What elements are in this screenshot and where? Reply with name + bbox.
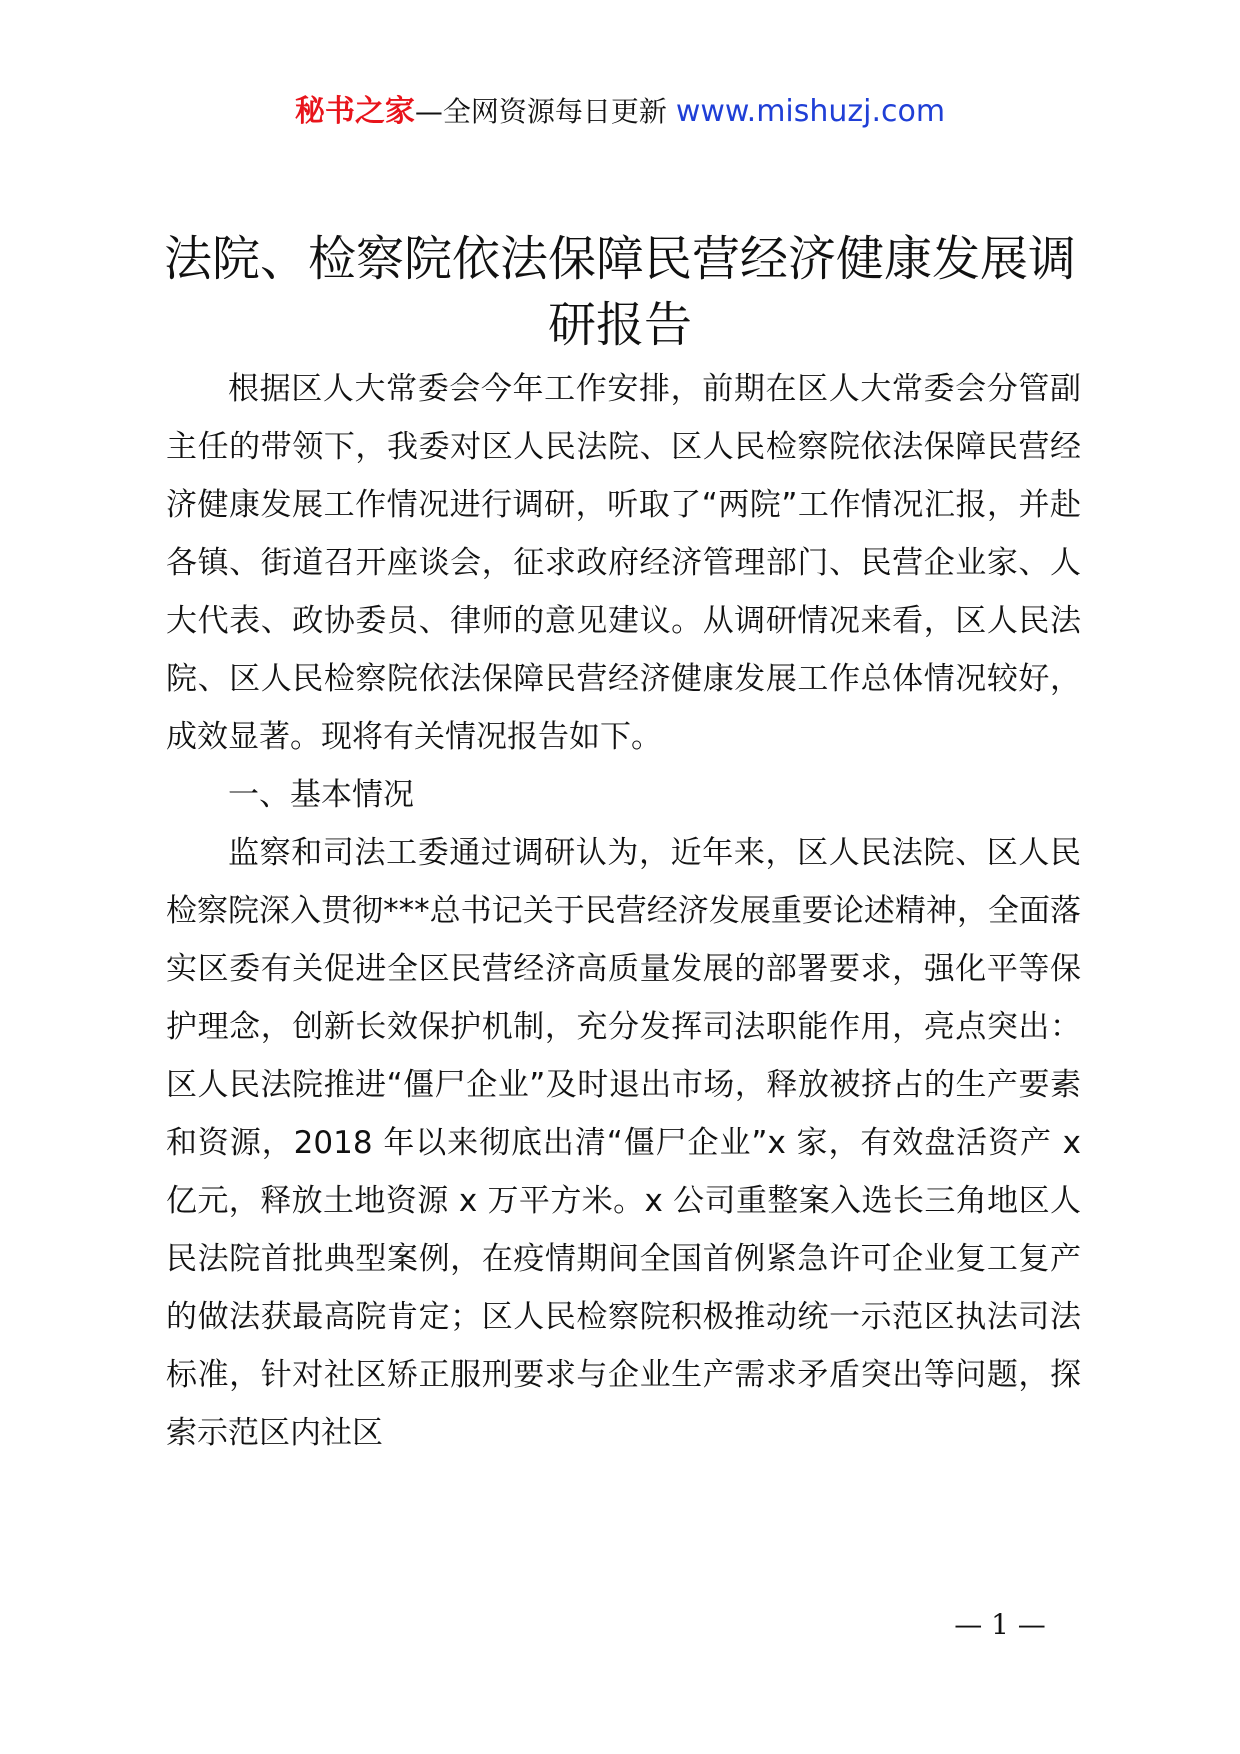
intro-paragraph: 根据区人大常委会今年工作安排，前期在区人大常委会分管副主任的带领下，我委对区人民法院、区人民检察院依法保障民营经济健康发展工作情况进行调研，听取了“两院”工作情况汇报，并赴各镇、街道召开座谈会，征求政府经济管理部门、民营企业家、人大代表、政协委员、律师的意见建议。从调研情况来看，区人民法院、区人民检察院依法保障民营经济健康发展工作总体情况较好，成效显著。现将有关情况报告如下。 — [166, 371, 1081, 755]
section-paragraph: 监察和司法工委通过调研认为，近年来，区人民法院、区人民检察院深入贯彻***总书记关于民营经济发展重要论述精神，全面落实区委有关促进全区民营经济高质量发展的部署要求，强化平等保护理念，创新长效保护机制，充分发挥司法职能作用，亮点突出：区人民法院推进“僵尸企业”及时退出市场，释放被挤占的生产要素和资源，2018 年以来彻底出清“僵尸企业”x 家，有效盘活资产 x 亿元，释放土地资源 x 万平方米。x 公司重整案入选长三角地区人民法院首批典型案例，在疫情期间全国首例紧急许可企业复工复产的做法获最高院肯定；区人民检察院积极推动统一示范区执法司法标准，针对社区矫正服刑要求与企业生产需求矛盾突出等问题，探索示范区内社区 — [166, 835, 1081, 1451]
document-body — [166, 360, 1081, 1462]
document-title: 法院、检察院依法保障民营经济健康发展调研报告 — [163, 231, 1076, 353]
section-heading: 一、基本情况 — [228, 777, 414, 813]
header-brand: 秘书之家 — [294, 94, 415, 129]
header-url-link[interactable]: www.mishuzj.com — [675, 94, 946, 129]
site-header — [0, 92, 1240, 132]
header-tagline: —全网资源每日更新 — [414, 95, 667, 128]
page-number: — 1 — — [954, 1608, 1046, 1641]
